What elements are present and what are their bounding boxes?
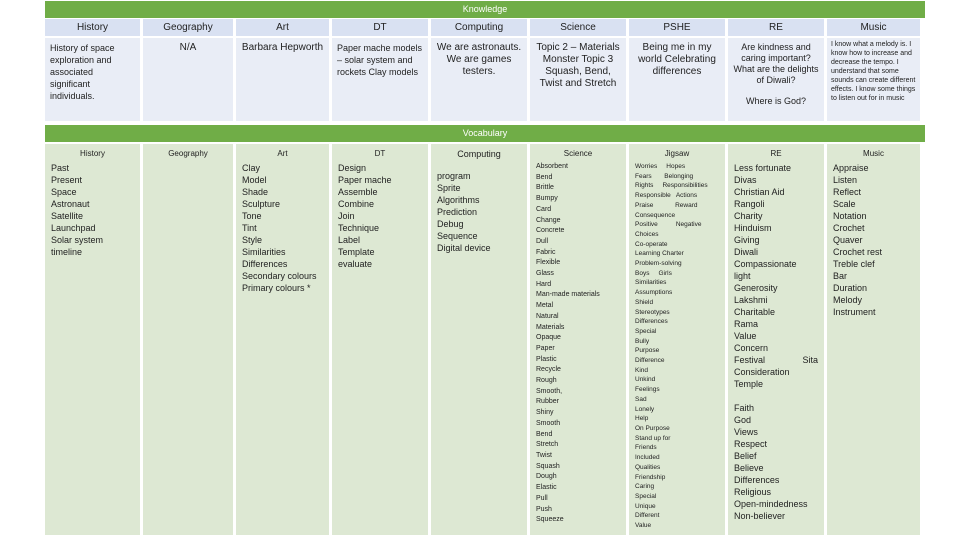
science-word: Metal [536,302,554,310]
music-word: Crochet [833,223,865,233]
re-word: Non-believer [734,511,786,521]
music-word: Quaver [833,235,863,245]
jigsaw-word: Fears Belonging [635,172,694,180]
jigsaw-word: Boys Girls [635,269,672,277]
vocabulary-table [45,144,925,528]
science-word: Bend [536,173,553,181]
music-word: Instrument [833,307,876,317]
music-word: Duration [833,283,868,293]
history-word: Space [51,187,77,197]
re-word: Belief [734,451,757,461]
header-science: Science [530,19,626,36]
science-word: Card [536,205,552,213]
re-word: Charity [734,211,763,221]
re-word: Believe [734,463,764,473]
vocab-science [530,144,626,535]
jigsaw-word: Co-operate [635,240,668,248]
re-word-sita: Sita [802,355,818,365]
jigsaw-word: Learning Charter [635,250,684,258]
computing-word: Algorithms [437,195,480,205]
re-word: God [734,415,752,425]
vocab-music-title: Music [863,149,884,158]
jigsaw-word: Consequence [635,211,676,219]
science-word: Smooth, [536,387,563,395]
jigsaw-word: Lonely [635,405,655,413]
jigsaw-word: Positive Negative [635,221,702,229]
science-word: Flexible [536,259,561,267]
music-word: Treble clef [833,259,875,269]
knowledge-art: Barbara Hepworth [236,38,329,121]
science-word: Shiny [536,409,554,417]
knowledge-geography: N/A [143,38,233,121]
science-word: Twist [536,451,552,459]
music-word: Appraise [833,163,869,173]
science-word: Dough [536,473,557,481]
jigsaw-word: Special [635,327,657,335]
art-word: Clay [242,163,261,173]
re-word: Hinduism [734,223,772,233]
vocab-jigsaw-title: Jigsaw [664,149,690,158]
music-word: Reflect [833,187,862,197]
vocab-geography [143,144,233,535]
music-word: Listen [833,175,858,185]
science-word: Recycle [536,366,561,374]
knowledge-history: History of space exploration and associated significant individuals. [45,38,140,121]
art-word: Model [242,175,267,185]
vocab-dt-title: DT [374,149,386,158]
re-word: Differences [734,475,780,485]
vocab-music [827,144,920,535]
jigsaw-word: Kind [635,366,649,374]
art-word: Tone [242,211,262,221]
jigsaw-word: Caring [635,483,655,491]
science-word: Plastic [536,355,557,363]
history-word: Satellite [51,211,84,221]
science-word: Natural [536,312,559,320]
re-question-2: Where is God? [745,96,807,106]
history-word: Launchpad [51,223,96,233]
art-word: Differences [242,259,288,269]
re-word: Value [734,331,757,341]
science-word: Concrete [536,227,565,235]
jigsaw-word: Friendship [635,473,666,481]
header-music: Music [827,19,920,36]
header-geography: Geography [143,19,233,36]
knowledge-science: Topic 2 – Materials Monster Topic 3 Squash, Bend, Twist and Stretch [530,38,626,121]
header-re: RE [728,19,824,36]
vocab-art [236,144,329,535]
re-word: Temple [734,379,764,389]
header-dt: DT [332,19,428,36]
music-word: Bar [833,271,848,281]
header-history: History [45,19,140,36]
jigsaw-word: Stereotypes [635,308,670,316]
re-word: Giving [734,235,760,245]
jigsaw-word: Difference [635,357,665,365]
jigsaw-word: Sad [635,395,647,403]
science-word: Rough [536,377,557,385]
re-word: Diwali [734,247,759,257]
vocab-re [728,144,824,535]
dt-word: Design [338,163,367,173]
re-word: Views [734,427,758,437]
vocab-jigsaw [629,144,725,535]
dt-word: Technique [338,223,380,233]
re-word: Consideration [734,367,790,377]
jigsaw-word: Differences [635,318,668,326]
jigsaw-word: Shield [635,298,654,306]
computing-word: Sprite [437,183,461,193]
re-word: light [734,271,751,281]
science-word: Hard [536,280,552,288]
jigsaw-word: Help [635,415,649,423]
art-word: Sculpture [242,199,281,209]
science-word: Pull [536,494,548,502]
vocab-science-title: Science [563,149,593,158]
jigsaw-word: Responsible Actions [635,192,698,200]
jigsaw-word: Rights Responsibilities [635,182,708,190]
science-word: Change [536,216,561,224]
re-word: Rama [734,319,759,329]
dt-word: Label [338,235,361,245]
history-word: Astronaut [51,199,90,209]
science-word: Squeeze [536,516,564,524]
re-word: Festival [734,355,766,365]
vocabulary-banner: Vocabulary [45,125,925,142]
header-computing: Computing [431,19,527,36]
jigsaw-word: Praise Reward [635,201,698,209]
jigsaw-word: Included [635,454,660,462]
jigsaw-word: Choices [635,230,659,238]
dt-word: Join [338,211,355,221]
re-word: Rangoli [734,199,765,209]
science-word: Opaque [536,334,561,342]
knowledge-music: I know what a melody is. I know how to increase and decrease the tempo. I understand that some sounds can create different effects. I know some things to listen out for in music [827,38,920,121]
music-word: Scale [833,199,856,209]
art-word: Similarities [242,247,286,257]
computing-word: Digital device [437,243,491,253]
science-word: Smooth [536,419,561,427]
history-word: Present [51,175,83,185]
knowledge-dt: Paper mache models – solar system and rockets Clay models [332,38,428,121]
re-word: Generosity [734,283,778,293]
knowledge-computing: We are astronauts. We are games testers. [431,38,527,121]
jigsaw-word: Purpose [635,347,660,355]
jigsaw-word: Special [635,492,657,500]
re-word: Lakshmi [734,295,768,305]
jigsaw-word: Friends [635,444,657,452]
science-word: Elastic [536,484,557,492]
science-word: Fabric [536,248,556,256]
science-word: Squash [536,462,560,470]
vocab-art-title: Art [277,149,288,158]
jigsaw-word: Different [635,512,660,520]
vocab-dt [332,144,428,535]
vocab-geography-title: Geography [168,149,208,158]
re-word: Faith [734,403,755,413]
science-word: Paper [536,344,555,352]
jigsaw-word: Problem-solving [635,260,682,268]
science-word: Rubber [536,398,559,406]
jigsaw-word: Qualities [635,463,661,471]
jigsaw-word: Value [635,522,652,530]
re-word: Respect [734,439,768,449]
jigsaw-word: Stand up for [635,434,671,442]
history-word: Solar system [51,235,104,245]
jigsaw-word: On Purpose [635,424,670,432]
art-word: Secondary colours [242,271,317,281]
science-word: Brittle [536,184,554,192]
vocab-computing-title: Computing [457,149,501,159]
music-word: Notation [833,211,867,221]
science-word: Absorbent [536,163,568,170]
science-word: Glass [536,270,554,278]
re-word: Divas [734,175,757,185]
re-word: Charitable [734,307,776,317]
art-word: Shade [242,187,269,197]
re-word: Open-mindedness [734,499,808,509]
computing-word: Prediction [437,207,478,217]
science-word: Bumpy [536,195,558,203]
science-word: Man-made materials [536,291,600,299]
jigsaw-word: Unkind [635,376,656,384]
history-word: Past [51,163,70,173]
jigsaw-word: Feelings [635,386,660,394]
vocab-re-title: RE [770,149,782,158]
history-word: timeline [51,247,83,257]
knowledge-banner: Knowledge [45,1,925,18]
re-word: Christian Aid [734,187,785,197]
dt-word: Template [338,247,375,257]
music-word: Melody [833,295,863,305]
dt-word: Paper mache [338,175,392,185]
knowledge-pshe: Being me in my world Celebrating differences [629,38,725,121]
jigsaw-word: Bully [635,337,650,345]
art-word: Style [242,235,263,245]
science-word: Stretch [536,441,559,449]
re-word: Concern [734,343,769,353]
computing-word: program [437,171,471,181]
computing-word: Sequence [437,231,478,241]
jigsaw-word: Unique [635,502,656,510]
dt-word: Assemble [338,187,378,197]
science-word: Push [536,505,552,513]
header-pshe: PSHE [629,19,725,36]
re-word: Compassionate [734,259,797,269]
re-word: Less fortunate [734,163,792,173]
science-word: Dull [536,237,549,245]
vocab-computing [431,144,527,535]
vocab-history [45,144,140,535]
science-word: Bend [536,430,553,438]
jigsaw-word: Worries Hopes [635,163,686,170]
art-word: Tint [242,223,257,233]
knowledge-re [728,38,824,121]
dt-word: Combine [338,199,375,209]
computing-word: Debug [437,219,464,229]
dt-word: evaluate [338,259,373,269]
re-word: Religious [734,487,772,497]
jigsaw-word: Assumptions [635,289,673,297]
knowledge-table [45,19,925,121]
header-art: Art [236,19,329,36]
art-word: Primary colours * [242,283,311,293]
re-question-1: Are kindness and caring important? What are the delights of Diwali? [733,42,819,85]
music-word: Crochet rest [833,247,883,257]
vocab-history-title: History [80,149,105,158]
science-word: Materials [536,323,565,331]
jigsaw-word: Similarities [635,279,667,287]
